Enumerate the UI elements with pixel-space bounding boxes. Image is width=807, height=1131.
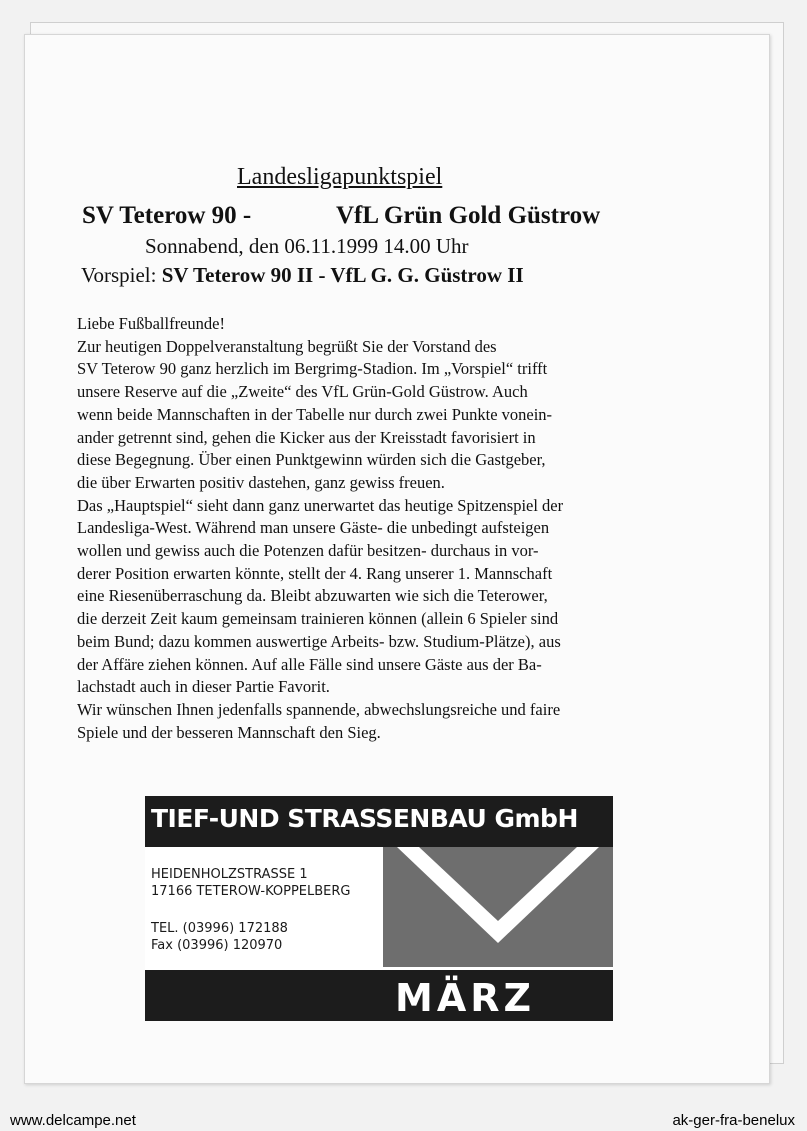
footer-seller-tag: ak-ger-fra-benelux: [672, 1112, 795, 1129]
ad-bottom-bar: [145, 970, 613, 1021]
match-headline: Landesligapunktspiel: [237, 164, 443, 190]
ad-phone: TEL. (03996) 172188: [151, 921, 288, 936]
letter-line: SV Teterow 90 ganz herzlich im Bergrimg-Stadion. Im „Vorspiel“ trifft: [77, 359, 548, 379]
letter-line: ander getrennt sind, gehen die Kicker aus der Kreisstadt favorisiert in: [77, 427, 536, 447]
letter-line: Das „Hauptspiel“ sieht dann ganz unerwartet das heutige Spitzenspiel der: [77, 495, 564, 515]
ad-company-name: TIEF-UND STRASSENBAU GmbH: [151, 804, 578, 833]
letter-line: Zur heutigen Doppelveranstaltung begrüßt Sie der Vorstand des: [77, 336, 497, 356]
footer-website-link[interactable]: www.delcampe.net: [10, 1112, 136, 1129]
letter-line: beim Bund; dazu kommen auswertige Arbeits- bzw. Studium-Plätze), aus: [77, 631, 561, 651]
ad-brand-name: MÄRZ: [395, 976, 536, 1020]
ad-logo-panel: [383, 847, 613, 967]
letter-line: Wir wünschen Ihnen jedenfalls spannende, abwechslungsreiche und faire: [77, 699, 561, 719]
letter-line: Spiele und der besseren Mannschaft den Sieg.: [77, 722, 381, 742]
prematch-label: Vorspiel:: [81, 263, 162, 287]
letter-line: wollen und gewiss auch die Potenzen dafür besitzen- durchaus in vor-: [77, 541, 539, 561]
letter-line: lachstadt auch in dieser Partie Favorit.: [77, 677, 330, 697]
prematch-teams: SV Teterow 90 II - VfL G. G. Güstrow II: [161, 263, 524, 287]
letter-line: unsere Reserve auf die „Zweite“ des VfL Grün-Gold Güstrow. Auch: [77, 382, 528, 402]
main-match: [82, 202, 601, 230]
ad-fax: Fax (03996) 120970: [151, 938, 283, 953]
letter-line: eine Riesenüberraschung da. Bleibt abzuwarten wie sich die Teterower,: [77, 586, 548, 606]
letter-line: derer Position erwarten könnte, stellt der 4. Rang unserer 1. Mannschaft: [77, 563, 553, 583]
v-chevron-logo-icon: [383, 847, 613, 967]
prematch-line: [81, 263, 524, 288]
ad-contact-info: [151, 866, 351, 954]
sponsor-advertisement: [145, 796, 613, 1021]
ad-street: HEIDENHOLZSTRASSE 1: [151, 867, 308, 882]
letter-line: die über Erwarten positiv dastehen, ganz gewiss freuen.: [77, 472, 445, 492]
welcome-letter: [77, 313, 667, 744]
letter-line: die derzeit Zeit kaum gemeinsam trainieren können (allein 6 Spieler sind: [77, 609, 559, 629]
match-date: Sonnabend, den 06.11.1999 14.00 Uhr: [145, 234, 469, 258]
home-team: SV Teterow 90 -: [82, 202, 252, 229]
letter-line: der Affäre ziehen können. Auf alle Fälle sind unsere Gäste aus der Ba-: [77, 654, 542, 674]
ad-city: 17166 TETEROW-KOPPELBERG: [151, 884, 351, 899]
letter-line: Liebe Fußballfreunde!: [77, 314, 225, 333]
letter-line: diese Begegnung. Über einen Punktgewinn würden sich die Gastgeber,: [77, 450, 546, 470]
letter-line: wenn beide Mannschaften in der Tabelle nur durch zwei Punkte vonein-: [77, 404, 553, 424]
letter-line: Landesliga-West. Während man unsere Gäste- die unbedingt aufsteigen: [77, 518, 550, 538]
away-team: VfL Grün Gold Güstrow: [336, 202, 601, 229]
